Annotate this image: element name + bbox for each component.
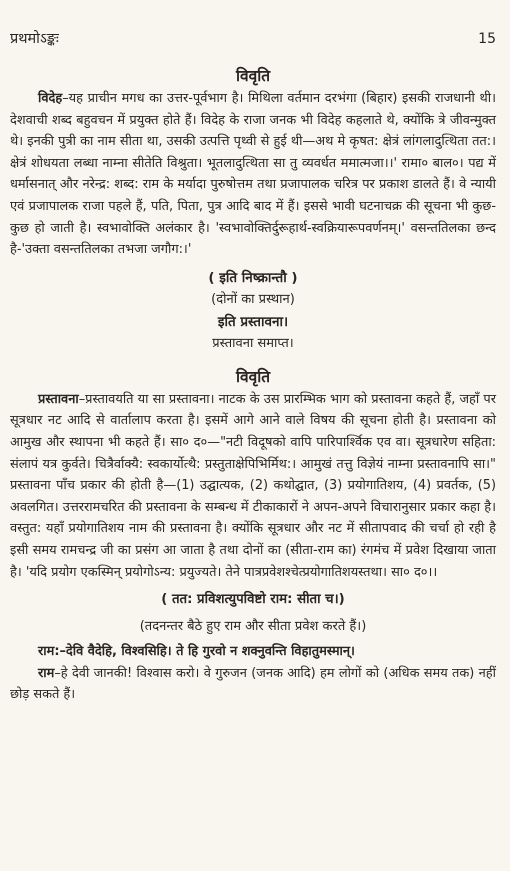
term-videha: विदेह — [38, 91, 63, 106]
dialogue-line-1: –देवि वैदेहि, विश्वसिहि। ते हि गुरवो न शक्नुवन्ति विहातुमस्मान्। — [59, 644, 355, 660]
dialogue-rama-sanskrit — [10, 641, 496, 663]
commentary-videha — [10, 88, 496, 261]
page-number: 15 — [478, 31, 496, 47]
commentary-prastavana — [10, 389, 496, 583]
prastavana-end: इति प्रस्तावना। — [217, 313, 289, 330]
stage-direction-exit-hindi: (दोनों का प्रस्थान) — [211, 291, 295, 307]
term-prastavana: प्रस्तावना — [38, 391, 79, 407]
prastavana-end-hindi: प्रस्तावना समाप्त। — [212, 335, 294, 351]
page-body — [10, 60, 496, 706]
speaker-rama-2: राम — [38, 665, 55, 681]
dialogue-rama-hindi — [10, 663, 496, 706]
section-title-vivriti-2: विवृति — [235, 367, 271, 386]
commentary-prastavana-text: –प्रस्तावयति या सा प्रस्तावना। नाटक के उस प्रारम्भिक भाग को प्रस्तावना कहते हैं, जहाँ पर सूत्रधार नट आदि से वार्तालाप करता है। इसमें आगे आने वाले विषय की सूचना होती है। प्रस्तावना को आमुख और स्थापना भी कहते हैं। सा० द०—"नटी विदूषको वापि पारिपार्श्विक एव वा। सूत्रधारेण सहिता: संलापं यत्र कुर्वते। चित्रैर्वाक्यै: स्वकार्योत्थै: प्रस्तुताक्षेपिभिर्मिथ:। आमुखं तत्तु विज्ञेयं नाम्ना प्रस्तावनापि सा।" प्रस्तावना पाँच प्रकार की होती है—(1) उद्घात्यक, (2) कथोद्घात, (3) प्रयोगातिशय, (4) प्रवर्तक, (5) अवलगित। उत्तररामचरित की प्रस्तावना के सम्बन्ध में टीकाकारों ने अपन-अपने विचारानुसार प्रकार कहा है। वस्तुत: यहाँ प्रयोगातिशय नाम की प्रस्तावना है। क्योंकि सूत्रधार और नट में सीतापवाद की चर्चा हो रही है इसी समय रामचन्द्र जी का प्रसंग आ जाता है तथा दोनों का (सीता-राम का) रंगमंच में प्रवेश दिखाया जाता है। 'यदि प्रयोग एकस्मिन् प्रयोगोऽन्य: प्रयुज्यते। तेने पात्रप्रवेशश्चेत्प्रयोगातिशयस्तथा। सा० द०।। — [10, 391, 496, 580]
dialogue-line-2: –हे देवी जानकी! विश्वास करो। वे गुरुजन (जनक आदि) हम लोगों को (अधिक समय तक) नहीं छोड़ सकते हैं। — [10, 665, 496, 703]
speaker-rama-1: राम: — [38, 644, 60, 660]
stage-direction-entry: ( तत: प्रविशत्युपविष्टो राम: सीता च।) — [161, 592, 345, 608]
stage-direction-exit: ( इति निष्क्रान्तौ ) — [208, 269, 298, 286]
chapter-heading: प्रथमोऽङ्कः — [10, 31, 59, 47]
stage-direction-entry-hindi: (तदनन्तर बैठे हुए राम और सीता प्रवेश करते हैं।) — [139, 619, 367, 635]
page-header — [10, 28, 496, 48]
section-title-vivriti-1: विवृति — [235, 67, 271, 85]
commentary-videha-text: –यह प्राचीन मगध का उत्तर-पूर्वभाग है। मिथिला वर्तमान दरभंगा (बिहार) इसकी राजधानी थी। देशवाची शब्द बहुवचन में प्रयुक्त होते हैं। विदेह के राजा जनक भी विदेह कहलाते थे, क्योंकि त्रे जीवन्मुक्त थे। इनकी पुत्री का नाम सीता था, उसकी उत्पत्ति पृथ्वी से हुई थी—अथ मे कृषत: क्षेत्रं लांगलादुत्थिता तत:। क्षेत्रं शोधयता लब्धा नाम्ना सीतेति विश्रुता। भूतलादुत्थिता सा तु व्यवर्धत ममात्मजा।।' रामा० बाल०। पद्य में धर्मासनात् और नरेन्द्र: शब्द: राम के मर्यादा पुरुषोत्तम तथा प्रजापालक चरित्र पर प्रकाश डालते हैं। वे न्यायी एवं प्रजापालक राजा पहले हैं, पति, पिता, पुत्र आदि बाद में हैं। इससे भावी घटनाचक्र की सूचना भी कुछ-कुछ हो जाती है। स्वभावोक्ति अलंकार है। 'स्वभावोक्तिर्दुरूहार्थ-स्वक्रियारूपवर्णनम्।' वसन्ततिलका छन्द है-'उक्ता वसन्ततिलका तभजा जगौग:।' — [10, 91, 496, 258]
